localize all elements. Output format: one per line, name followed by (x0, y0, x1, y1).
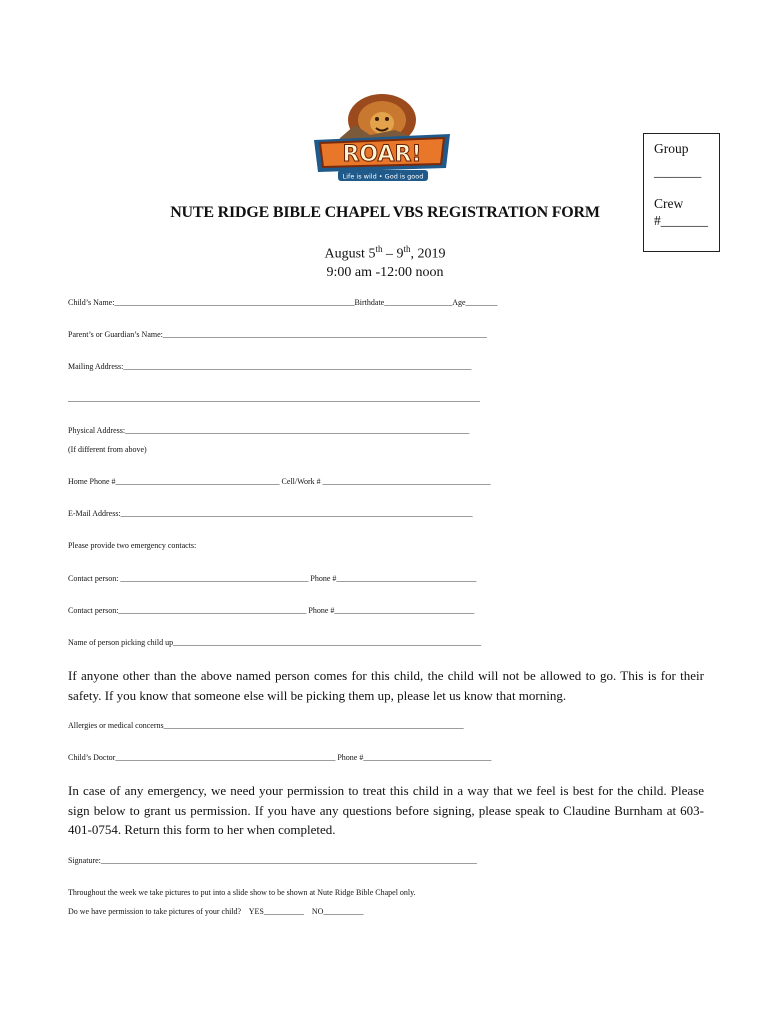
physical-address-note: (If different from above) (68, 445, 147, 454)
emergency-contacts-prompt: Please provide two emergency contacts: (68, 541, 197, 550)
group-blank[interactable]: _______ (654, 164, 702, 179)
event-dates (0, 240, 770, 282)
photo-permission-question (68, 903, 708, 921)
emergency-contact-1-field[interactable]: Contact person: _______________________________________________ Phone #___________________________________ (68, 574, 477, 583)
photo-yes-option[interactable]: YES__________ (248, 907, 304, 916)
photo-question-text: Do we have permission to take pictures of your child? (68, 907, 242, 916)
signature-field[interactable]: Signature:______________________________________________________________________________________________ (68, 856, 477, 865)
group-crew-box (643, 133, 720, 252)
roar-logo-image (300, 90, 465, 190)
crew-label: Crew (654, 196, 684, 211)
doctor-field[interactable]: Child’s Doctor_______________________________________________________ Phone #________________________________ (68, 753, 492, 762)
physical-address-field[interactable]: Physical Address:______________________________________________________________________________________ (68, 426, 470, 435)
mailing-address-continued-field[interactable]: _______________________________________________________________________________________________________ (68, 394, 480, 403)
event-date-line: August 5th – 9th, 2019 (324, 244, 446, 262)
photo-no-option[interactable]: NO__________ (311, 907, 364, 916)
email-field[interactable]: E-Mail Address:________________________________________________________________________________________ (68, 509, 473, 518)
allergies-field[interactable]: Allergies or medical concerns___________________________________________________________________________ (68, 721, 464, 730)
group-label: Group (654, 141, 689, 156)
form-title: NUTE RIDGE BIBLE CHAPEL VBS REGISTRATION FORM (170, 204, 600, 221)
event-time: 9:00 am -12:00 noon (326, 264, 444, 280)
photo-permission-text: Throughout the week we take pictures to put into a slide show to be shown at Nute Ridge Bible Chapel only. (68, 888, 416, 897)
child-name-field[interactable]: Child’s Name:____________________________________________________________Birthdate_________________Age________ (68, 298, 498, 307)
mailing-address-field[interactable]: Mailing Address:_______________________________________________________________________________________ (68, 362, 472, 371)
phone-fields[interactable]: Home Phone #_________________________________________ Cell/Work # __________________________________________ (68, 477, 491, 486)
emergency-contact-2-field[interactable]: Contact person:_______________________________________________ Phone #___________________________________ (68, 606, 475, 615)
pickup-person-field[interactable]: Name of person picking child up_____________________________________________________________________________ (68, 638, 482, 647)
pickup-policy-text: If anyone other than the above named person comes for this child, the child will not be allowed to go. This is for their safety. If you know that someone else will be picking them up, please let us know that morning. (68, 668, 704, 703)
logo-tagline: Life is wild • God is good (342, 172, 424, 181)
roar-logo (300, 90, 465, 190)
crew-blank[interactable]: #_______ (654, 213, 708, 228)
emergency-permission-text: In case of any emergency, we need your permission to treat this child in a way that we feel is best for the child. Please sign below to grant us permission. If you have any questions before signing, please speak to Claudine Burnham at 603-401-0754. Return this form to her when completed. (68, 783, 704, 837)
logo-word: ROAR! (342, 142, 422, 167)
parent-name-field[interactable]: Parent’s or Guardian’s Name:_________________________________________________________________________________ (68, 330, 487, 339)
